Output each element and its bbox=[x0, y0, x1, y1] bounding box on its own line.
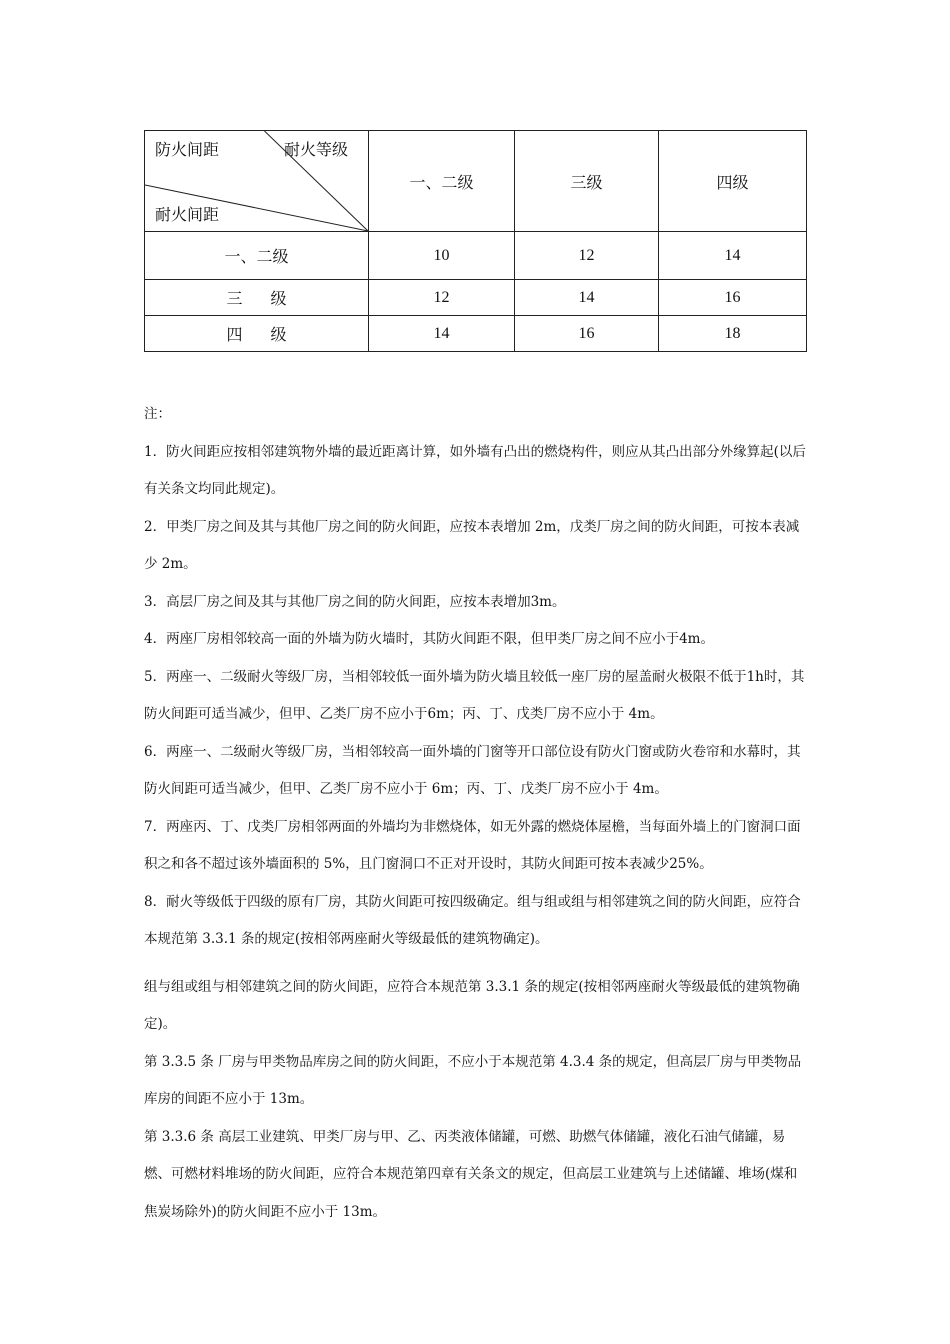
table-cell: 18 bbox=[659, 316, 807, 352]
paragraph-gap bbox=[144, 959, 808, 969]
note-item: 6．两座一、二级耐火等级厂房，当相邻较高一面外墙的门窗等开口部位设有防火门窗或防火卷帘和水幕时，其防火间距可适当减少，但甲、乙类厂房不应小于 6m；丙、丁、戊类厂房不应小于 4m。 bbox=[144, 743, 801, 797]
table-cell: 14 bbox=[659, 232, 807, 280]
note-item: 8．耐火等级低于四级的原有厂房，其防火间距可按四级确定。组与组或组与相邻建筑之间的防火间距，应符合本规范第 3.3.1 条的规定(按相邻两座耐火等级最低的建筑物确定)。 bbox=[144, 893, 801, 947]
column-header: 一、二级 bbox=[369, 131, 515, 232]
note-item: 5．两座一、二级耐火等级厂房，当相邻较低一面外墙为防火墙且较低一座厂房的屋盖耐火极限不低于1h时，其防火间距可适当减少，但甲、乙类厂房不应小于6m；丙、丁、戊类厂房不应小于 4m。 bbox=[144, 668, 805, 722]
table-row bbox=[145, 316, 807, 352]
table-cell: 14 bbox=[515, 280, 659, 316]
corner-label-top-right: 耐火等级 bbox=[283, 140, 348, 159]
note-item: 2．甲类厂房之间及其与其他厂房之间的防火间距，应按本表增加 2m，戊类厂房之间的防火间距，可按本表减少 2m。 bbox=[144, 518, 800, 572]
row-header: 一、二级 bbox=[145, 232, 369, 280]
table-row bbox=[145, 232, 807, 280]
table-cell: 12 bbox=[515, 232, 659, 280]
row-header: 三级 bbox=[145, 280, 369, 316]
table-row bbox=[145, 280, 807, 316]
notes-heading: 注： bbox=[144, 406, 171, 422]
table-cell: 12 bbox=[369, 280, 515, 316]
corner-label-bottom-left: 耐火间距 bbox=[155, 205, 220, 224]
row-header: 四级 bbox=[145, 316, 369, 352]
body-paragraph: 组与组或组与相邻建筑之间的防火间距，应符合本规范第 3.3.1 条的规定(按相邻两座耐火等级最低的建筑物确定)。 bbox=[144, 978, 800, 1032]
table-header-row bbox=[145, 131, 807, 232]
table-cell: 16 bbox=[515, 316, 659, 352]
table-cell: 10 bbox=[369, 232, 515, 280]
note-item: 7．两座丙、丁、戊类厂房相邻两面的外墙均为非燃烧体，如无外露的燃烧体屋檐，当每面外墙上的门窗洞口面积之和各不超过该外墙面积的 5%，且门窗洞口不正对开设时，其防火间距可按本表减少25%。 bbox=[144, 818, 801, 872]
fire-spacing-table-wrapper bbox=[144, 130, 806, 360]
notes-section bbox=[144, 396, 808, 1231]
column-header: 三级 bbox=[515, 131, 659, 232]
corner-label-top-left: 防火间距 bbox=[155, 140, 220, 159]
fire-spacing-table bbox=[144, 130, 807, 352]
table-cell: 16 bbox=[659, 280, 807, 316]
column-header: 四级 bbox=[659, 131, 807, 232]
article-3-3-5: 第 3.3.5 条 厂房与甲类物品库房之间的防火间距，不应小于本规范第 4.3.4 条的规定，但高层厂房与甲类物品库房的间距不应小于 13m。 bbox=[144, 1053, 802, 1107]
article-3-3-6: 第 3.3.6 条 高层工业建筑、甲类厂房与甲、乙、丙类液体储罐，可燃、助燃气体储罐，液化石油气储罐，易燃、可燃材料堆场的防火间距，应符合本规范第四章有关条文的规定，但高层工业建筑与上述储罐、堆场(煤和焦炭场除外)的防火间距不应小于 13m。 bbox=[144, 1128, 798, 1220]
table-cell: 14 bbox=[369, 316, 515, 352]
note-item: 1．防火间距应按相邻建筑物外墙的最近距离计算，如外墙有凸出的燃烧构件，则应从其凸出部分外缘算起(以后有关条文均同此规定)。 bbox=[144, 443, 806, 497]
table-corner-cell bbox=[145, 131, 369, 232]
note-item: 4．两座厂房相邻较高一面的外墙为防火墙时，其防火间距不限，但甲类厂房之间不应小于4m。 bbox=[144, 631, 714, 647]
note-item: 3．高层厂房之间及其与其他厂房之间的防火间距，应按本表增加3m。 bbox=[144, 593, 566, 610]
